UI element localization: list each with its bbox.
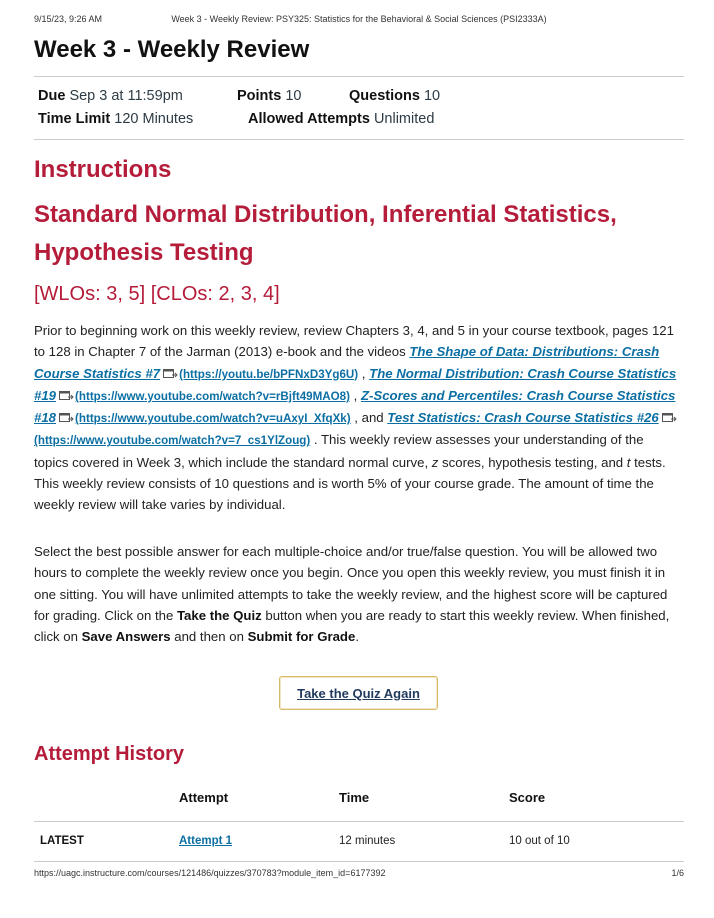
take-quiz-again-label: Take the Quiz Again bbox=[297, 685, 420, 701]
separator: , and bbox=[350, 410, 388, 426]
video-url-3[interactable]: (https://www.youtube.com/watch?v=uAxyI_XfqXk) bbox=[75, 412, 351, 426]
time-limit-value: 120 Minutes bbox=[114, 111, 194, 127]
attempts-label: Allowed Attempts bbox=[248, 111, 370, 127]
external-link-icon bbox=[662, 412, 677, 423]
separator: , bbox=[358, 365, 370, 381]
learning-objectives: [WLOs: 3, 5] [CLOs: 2, 3, 4] bbox=[34, 283, 280, 305]
video-url-4[interactable]: (https://www.youtube.com/watch?v=7_cs1YlZoug) bbox=[34, 434, 311, 448]
quiz-questions bbox=[349, 88, 440, 104]
external-link-icon bbox=[59, 412, 74, 423]
questions-value: 10 bbox=[423, 88, 441, 104]
p2-submit-bold: Submit for Grade bbox=[247, 629, 356, 645]
points-value: 10 bbox=[285, 88, 302, 104]
table-header-divider bbox=[34, 821, 684, 822]
due-label: Due bbox=[38, 88, 66, 104]
table-row-divider bbox=[34, 861, 684, 862]
quiz-allowed-attempts bbox=[248, 111, 434, 127]
footer-url: https://uagc.instructure.com/courses/121486/quizzes/370783?module_item_id=6177392 bbox=[34, 868, 386, 878]
p1-text: . This weekly review assesses your understanding of the topics covered in Week 3, which include the standard normal curve, bbox=[34, 432, 644, 470]
time-limit-label: Time Limit bbox=[38, 111, 111, 127]
quiz-points bbox=[237, 88, 301, 104]
attempt-link[interactable]: Attempt 1 bbox=[179, 835, 233, 847]
column-header-score: Score bbox=[509, 790, 546, 805]
instructions-paragraph-2 bbox=[34, 541, 679, 647]
column-header-time: Time bbox=[339, 790, 370, 805]
p1-text: tests. This weekly review consists of 10 questions and is worth 5% of your course grade. The amount of time the weekly review will take varies by individual. bbox=[34, 454, 666, 513]
video-url-1[interactable]: (https://youtu.be/bPFNxD3Yg6U) bbox=[179, 367, 359, 381]
attempt-score: 10 out of 10 bbox=[509, 835, 570, 847]
video-url-2[interactable]: (https://www.youtube.com/watch?v=rBjft49MAO8) bbox=[75, 389, 350, 403]
quiz-due bbox=[38, 88, 183, 104]
divider bbox=[34, 139, 684, 140]
attempt-history-heading: Attempt History bbox=[34, 743, 185, 765]
page-title: Week 3 - Weekly Review bbox=[34, 36, 310, 63]
print-datetime: 9/15/23, 9:26 AM bbox=[34, 14, 103, 24]
p1-intro-text: Prior to beginning work on this weekly review, review Chapters 3, 4, and 5 in your course textbook, pages 121 to 128 in Chapter 7 of the Jarman (2013) e-book and the videos bbox=[34, 323, 674, 360]
take-quiz-again-button[interactable] bbox=[279, 676, 438, 710]
p1-text: scores, hypothesis testing, and bbox=[438, 454, 627, 470]
points-label: Points bbox=[237, 88, 282, 104]
p2-text: . bbox=[355, 629, 359, 645]
t-italic: t bbox=[626, 454, 631, 470]
video-link-test-statistics[interactable]: Test Statistics: Crash Course Statistics #26 bbox=[387, 410, 659, 426]
attempts-value: Unlimited bbox=[373, 111, 435, 127]
external-link-icon bbox=[163, 368, 178, 379]
p2-text: and then on bbox=[170, 629, 248, 645]
video-link-z-scores[interactable]: Z-Scores and Percentiles: Crash Course Statistics #18 bbox=[34, 387, 676, 426]
instructions-paragraph-1 bbox=[34, 320, 679, 516]
quiz-time-limit bbox=[38, 111, 193, 127]
video-link-normal-distribution[interactable]: The Normal Distribution: Crash Course Statistics #19 bbox=[34, 365, 677, 403]
p2-text: button when you are ready to start this weekly review. When finished, click on bbox=[34, 607, 670, 645]
instructions-heading: Instructions bbox=[34, 156, 172, 183]
print-document-title: Week 3 - Weekly Review: PSY325: Statistics for the Behavioral & Social Sciences (PSI2333A) bbox=[171, 14, 547, 24]
column-header-attempt: Attempt bbox=[179, 790, 229, 805]
external-link-icon bbox=[59, 390, 74, 401]
attempt-time: 12 minutes bbox=[339, 835, 396, 847]
divider bbox=[34, 76, 684, 77]
instructions-subtitle: Standard Normal Distribution, Inferential Statistics, Hypothesis Testing bbox=[34, 201, 617, 266]
p2-take-quiz-bold: Take the Quiz bbox=[176, 607, 262, 623]
questions-label: Questions bbox=[349, 88, 420, 104]
video-link-shape-of-data[interactable]: The Shape of Data: Distributions: Crash Course Statistics #7 bbox=[34, 344, 660, 381]
p2-save-answers-bold: Save Answers bbox=[81, 629, 171, 645]
due-value: Sep 3 at 11:59pm bbox=[69, 88, 183, 104]
footer-page-number: 1/6 bbox=[671, 868, 684, 878]
p2-text: Select the best possible answer for each multiple-choice and/or true/false question. You will be allowed two hours to complete the weekly review once you begin. Once you open this weekly review, you must finish it in one sitting. You will have unlimited attempts to take the weekly review, and the highest score will be captured for grading. Click on the bbox=[34, 544, 668, 623]
z-italic: z bbox=[431, 454, 439, 470]
attempt-status: LATEST bbox=[40, 835, 84, 847]
separator: , bbox=[349, 387, 361, 403]
